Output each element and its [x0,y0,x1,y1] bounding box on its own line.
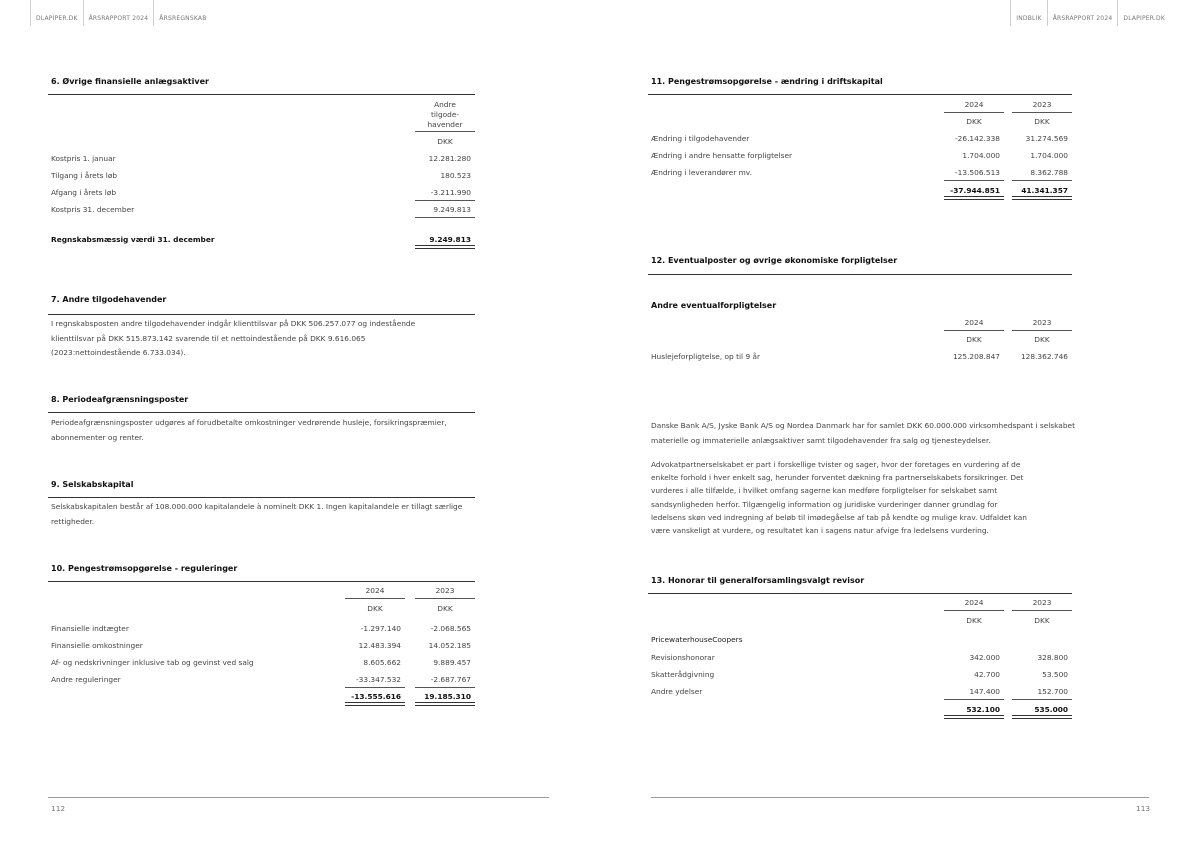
section-13-rule [648,593,1072,594]
header-link-section[interactable]: ÅRSREGNSKAB [153,0,211,26]
text-line: Danske Bank A/S, Jyske Bank A/S og Nordea Danmark har for samlet DKK 60.000.000 virksomhedspant i selskabet [651,421,1075,430]
s10-header-rule [345,598,405,599]
s11-year-2024: 2024 [964,100,984,109]
s13-subtotal-rule [1012,699,1072,700]
s11-row-2024: 1.704.000 [962,151,1000,160]
page-left [48,0,476,849]
s6-row-label: Tilgang i årets løb [51,171,118,180]
s10-row-2023: 14.052.185 [428,641,471,650]
section-6-rule [48,94,475,95]
s10-row-2024: 8.605.662 [363,658,401,667]
s13-header-rule [1012,610,1072,611]
s10-row-label: Af- og nedskrivninger inklusive tab og gevinst ved salg [51,658,254,667]
s6-subtotal-rule [415,217,475,218]
s6-row-value: -3.211.990 [430,188,471,197]
header-link-site[interactable]: DLAPIPER.DK [1117,0,1170,26]
s11-subtotal-rule [944,180,1004,181]
s6-row-label: Kostpris 31. december [51,205,135,214]
s11-total-2023: 41.341.357 [1021,186,1068,195]
s13-total-double-rule [1012,715,1072,719]
s10-total-2024: -13.555.616 [351,692,401,701]
s6-total-double-rule [415,245,475,249]
s10-total-2023: 19.185.310 [424,692,471,701]
text-line: Advokatpartnerselskabet er part i forskellige tvister og sager, hvor der foretages en vurdering af de [651,460,1021,469]
s12-year-2023: 2023 [1032,318,1052,327]
section-8-text [51,416,447,445]
s13-currency: DKK [966,616,982,625]
page-number-right: 113 [1136,804,1151,813]
footer-rule-right [651,797,1149,798]
text-line: materielle og immaterielle anlægsaktiver samt tilgodehavender fra salg og tjenesteydelser. [651,435,991,445]
section-11-rule [648,94,1072,95]
s10-year-2023: 2023 [435,586,455,595]
s11-currency: DKK [966,117,982,126]
header-link-report[interactable]: ÅRSRAPPORT 2024 [1047,0,1118,26]
s10-row-2024: -1.297.140 [360,624,401,633]
s13-row-2024: 342.000 [969,653,1000,662]
s6-row-value: 12.281.280 [428,154,471,163]
s11-year-2023: 2023 [1032,100,1052,109]
page-number-left: 112 [51,804,66,813]
s10-row-2024: 12.483.394 [358,641,401,650]
s13-total-2024: 532.100 [966,705,1000,714]
section-7-title: 7. Andre tilgodehavender [51,295,167,304]
text-line: vurderes i alle tilfælde, i hvilket omfang sagerne kan medføre forpligtelser for selskabet samt [651,486,998,496]
section-7-rule [48,314,475,315]
section-9-title: 9. Selskabskapital [51,480,134,489]
s11-header-rule [944,112,1004,113]
text-line: klienttilsvar på DKK 515.873.142 svarende til et nettoindestående på DKK 9.616.065 [51,333,366,343]
s11-row-label: Ændring i leverandører mv. [651,168,752,177]
header-link-report[interactable]: ÅRSRAPPORT 2024 [83,0,154,26]
section-6-title: 6. Øvrige finansielle anlægsaktiver [51,77,209,86]
s12-row-2024: 125.208.847 [952,352,1000,361]
s10-row-label: Finansielle indtægter [51,624,129,633]
s11-row-2023: 8.362.788 [1030,168,1068,177]
s6-currency: DKK [437,137,453,146]
s6-row-value: 9.249.813 [433,205,471,214]
s10-row-2023: 9.889.457 [433,658,471,667]
s11-header-rule [1012,112,1072,113]
s11-subtotal-rule [1012,180,1072,181]
section-12-title: 12. Eventualposter og øvrige økonomiske forpligtelser [651,256,898,265]
s11-total-2024: -37.944.851 [950,186,1000,195]
s13-year-2024: 2024 [964,598,984,607]
text-line: Selskabskapitalen består af 108.000.000 kapitalandele à nominelt DKK 1. Ingen kapitalandele er tillagt særlige [51,502,463,511]
s6-header-rule [415,131,475,132]
s12-currency: DKK [966,335,982,344]
s10-currency: DKK [437,604,453,613]
text-line: rettigheder. [51,516,95,526]
s10-row-label: Finansielle omkostninger [51,641,143,650]
s11-row-2024: -13.506.513 [955,168,1000,177]
text-line: være vanskeligt at vurdere, og resultatet kan i sagens natur afvige fra ledelsens vurdering. [651,526,989,536]
header-link-indblik[interactable]: INDBLIK [1010,0,1046,26]
section-8-rule [48,412,475,413]
header-link-site[interactable]: DLAPIPER.DK [30,0,83,26]
s12-year-2024: 2024 [964,318,984,327]
s10-row-label: Andre reguleringer [51,675,121,684]
section-13-title: 13. Honorar til generalforsamlingsvalgt revisor [651,576,865,585]
s13-currency: DKK [1034,616,1050,625]
s11-row-label: Ændring i andre hensatte forpligtelser [651,151,793,160]
section-10-rule [48,581,475,582]
s13-row-2024: 147.400 [969,687,1000,696]
s10-currency: DKK [367,604,383,613]
footer-rule-left [48,797,549,798]
section-9-text [51,500,462,529]
s13-group-label: PricewaterhouseCoopers [651,635,743,644]
s10-header-rule [415,598,475,599]
s12-row-label: Huslejeforpligtelse, op til 9 år [651,352,761,361]
s13-row-2023: 328.800 [1037,653,1068,662]
s6-total-label: Regnskabsmæssig værdi 31. december [51,235,215,244]
s12-row-2023: 128.362.746 [1020,352,1068,361]
s10-row-2023: -2.687.767 [430,675,471,684]
s6-row-label: Afgang i årets løb [51,188,117,197]
s6-row-value: 180.523 [440,171,471,180]
s12-header-rule [944,330,1004,331]
s13-row-label: Skatterådgivning [651,670,715,679]
s13-year-2023: 2023 [1032,598,1052,607]
s6-col-header [415,100,475,130]
section-12-rule [648,274,1072,275]
s10-row-2023: -2.068.565 [430,624,471,633]
text-line: enkelte forhold i hver enkelt sag, herunder forventet dækning fra partnerselskabets forsikringer. Det [651,473,1024,483]
s6-subtotal-rule [415,200,475,201]
s10-subtotal-rule [345,687,405,688]
s6-col-header-line: Andre [434,100,456,109]
section-9-rule [48,497,475,498]
s10-row-2024: -33.347.532 [356,675,401,684]
page-right [648,0,1074,849]
s11-row-2024: -26.142.338 [955,134,1000,143]
section-12-paragraph-2 [651,458,1027,537]
text-line: ledelsens skøn ved indregning af beløb til imødegåelse af tab på kendte og mulige krav. Udfaldet kan [651,512,1027,522]
s11-row-2023: 31.274.569 [1025,134,1068,143]
s13-total-2023: 535.000 [1034,705,1068,714]
s10-total-double-rule [345,702,405,706]
text-line: I regnskabsposten andre tilgodehavender indgår klienttilsvar på DKK 506.257.077 og indestående [51,319,416,328]
s13-row-2023: 53.500 [1042,670,1068,679]
text-line: (2023:nettoindestående 6.733.034). [51,348,186,357]
s6-col-header-line: havender [427,120,463,129]
text-line: Periodeafgrænsningsposter udgøres af forudbetalte omkostninger vedrørende husleje, forsikringspræmier, [51,418,447,427]
s13-row-label: Revisionshonorar [651,653,715,662]
s12-header-rule [1012,330,1072,331]
s6-col-header-line: tilgode- [430,110,460,119]
s11-total-double-rule [1012,196,1072,200]
s10-subtotal-rule [415,687,475,688]
s13-row-2023: 152.700 [1037,687,1068,696]
s13-total-double-rule [944,715,1004,719]
s13-header-rule [944,610,1004,611]
section-10-title: 10. Pengestrømsopgørelse - reguleringer [51,564,238,573]
s11-row-2023: 1.704.000 [1030,151,1068,160]
text-line: abonnementer og renter. [51,432,144,442]
section-8-title: 8. Periodeafgrænsningsposter [51,395,189,404]
s11-currency: DKK [1034,117,1050,126]
s13-subtotal-rule [944,699,1004,700]
s11-total-double-rule [944,196,1004,200]
s13-row-2024: 42.700 [974,670,1000,679]
section-12-subtitle: Andre eventualforpligtelser [651,301,777,310]
s11-row-label: Ændring i tilgodehavender [651,134,750,143]
s6-row-label: Kostpris 1. januar [51,154,116,163]
section-12-paragraph-1 [651,419,1075,448]
section-7-text [51,317,415,361]
s10-year-2024: 2024 [365,586,385,595]
text-line: sandsynligheden herfor. Tilgængelig information og juridiske vurderinger danner grundlag for [651,499,998,509]
s13-row-label: Andre ydelser [651,687,703,696]
s6-total-value: 9.249.813 [429,235,471,244]
section-11-title: 11. Pengestrømsopgørelse - ændring i driftskapital [651,77,883,86]
s12-currency: DKK [1034,335,1050,344]
s10-total-double-rule [415,702,475,706]
